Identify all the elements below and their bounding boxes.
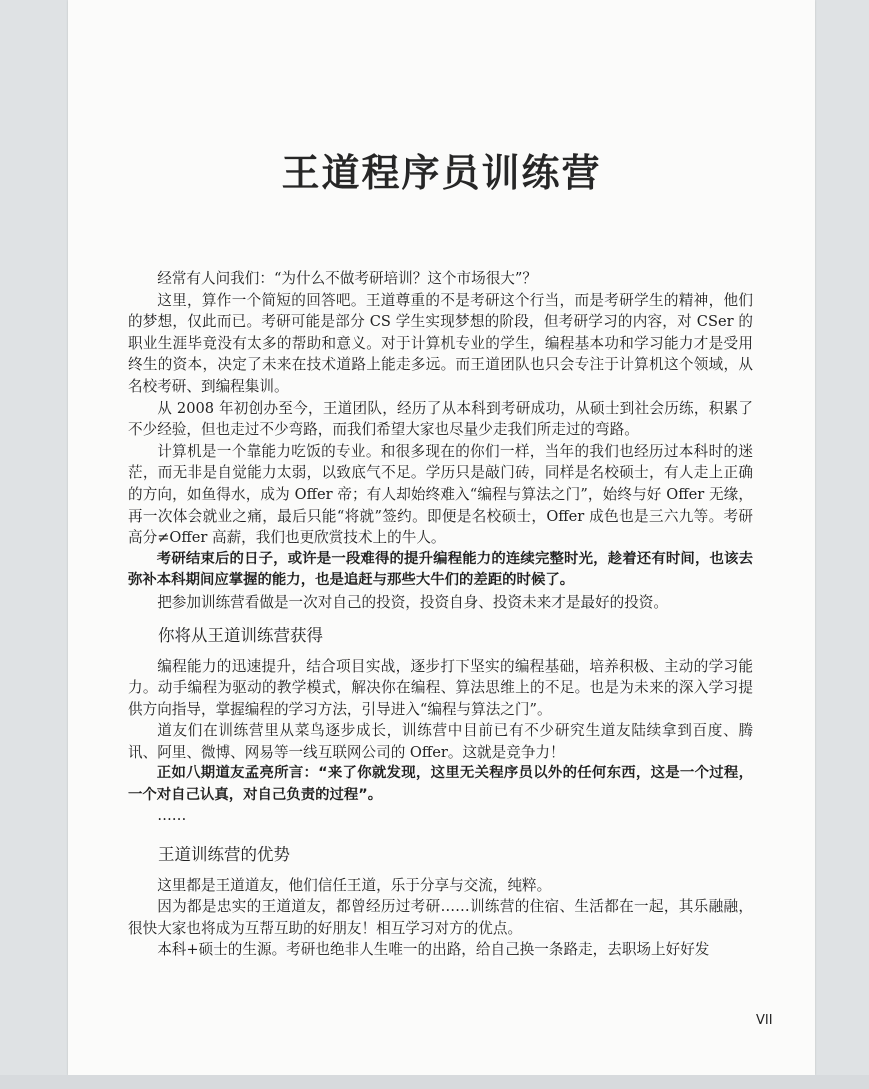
paragraph-history: 从 2008 年初创办至今，王道团队，经历了从本科到考研成功，从硕士到社会历练，积累了不少经验，但也走过不少弯路，而我们希望大家也尽量少走我们所走过的弯路。 [128,399,753,439]
section-heading-advantages: 王道训练营的优势 [158,844,290,864]
paragraph-answer: 这里，算作一个简短的回答吧。王道尊重的不是考研这个行当，而是考研学生的精神，他们的梦想，仅此而已。考研可能是部分 CS 学生实现梦想的阶段，但考研学习的内容，对 CSer 的职业生涯毕竟没有太多的帮助和意义。对于计算机专业的学生，编程基本功和学习能力才是受用终生的资本，决定了未来在技术道路上能走多远。而王道团队也只会专注于计算机这个领域，从名校考研、到编程集训。 [128,291,753,395]
page-number: VII [756,1013,773,1028]
book-page [68,0,815,1075]
page-title: 王道程序员训练营 [281,150,602,195]
paragraph-intro-question: 经常有人问我们：“为什么不做考研培训？这个市场很大”？ [157,270,537,287]
paragraph-gains-quote: 正如八期道友孟亮所言：“来了你就发现，这里无关程序员以外的任何东西，这是一个过程，一个对自己认真，对自己负责的过程”。 [128,765,753,804]
page-bottom-edge [0,1075,869,1089]
ellipsis: …… [157,806,187,824]
paragraph-emphasis: 考研结束后的日子，或许是一段难得的提升编程能力的连续完整时光，趁着还有时间，也该去弥补本科期间应掌握的能力，也是追赶与那些大牛们的差距的时候了。 [128,550,753,589]
paragraph-advantage-3: 本科+硕士的生源。考研也绝非人生唯一的出路，给自己换一条路走，去职场上好好发 [157,941,710,959]
section-heading-gains: 你将从王道训练营获得 [158,625,323,645]
paragraph-investment: 把参加训练营看做是一次对自己的投资，投资自身、投资未来才是最好的投资。 [157,593,668,611]
paragraph-gains-1: 编程能力的迅速提升，结合项目实战，逐步打下坚实的编程基础，培养积极、主动的学习能力。动手编程为驱动的教学模式，解决你在编程、算法思维上的不足。也是为未来的深入学习提供方向指导，掌握编程的学习方法，引导进入“编程与算法之门”。 [128,657,753,718]
paragraph-ability: 计算机是一个靠能力吃饭的专业。和很多现在的你们一样，当年的我们也经历过本科时的迷茫，而无非是自觉能力太弱，以致底气不足。学历只是敲门砖，同样是名校硕士，有人走上正确的方向，如鱼得水，成为 Offer 帝；有人却始终难入“编程与算法之门”，始终与好 Offer 无缘，再一次体会就业之痛，最后只能“将就”签约。即便是名校硕士，Offer 成色也是三六九等。考研高分≠Offer 高薪，我们也更欣赏技术上的牛人。 [128,442,753,547]
paragraph-gains-2: 道友们在训练营里从菜鸟逐步成长，训练营中目前已有不少研究生道友陆续拿到百度、腾讯、阿里、微博、网易等一线互联网公司的 Offer。这就是竞争力！ [128,722,753,761]
paragraph-advantage-1: 这里都是王道道友，他们信任王道，乐于分享与交流，纯粹。 [157,876,552,894]
paragraph-advantage-2: 因为都是忠实的王道道友，都曾经历过考研……训练营的住宿、生活都在一起，其乐融融，很快大家也将成为互帮互助的好朋友！相互学习对方的优点。 [128,898,753,937]
page-content [128,268,753,961]
